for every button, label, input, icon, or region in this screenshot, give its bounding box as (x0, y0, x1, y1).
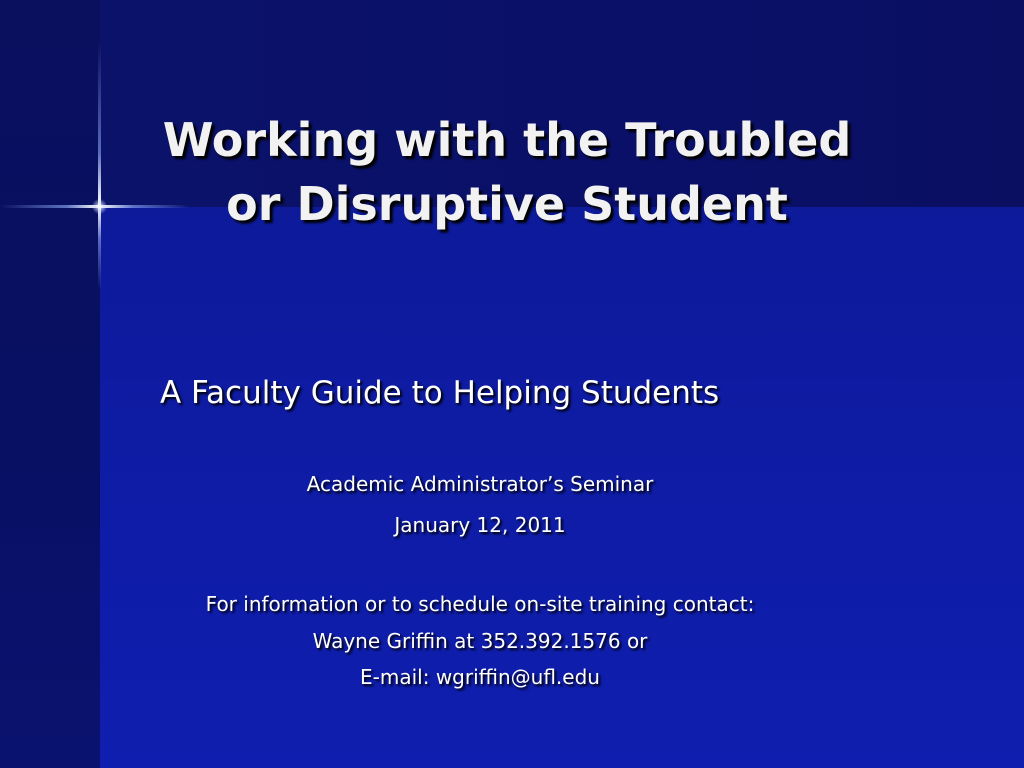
contact-phone: Wayne Griffin at 352.392.1576 or (312, 629, 648, 653)
event-date: January 12, 2011 (394, 513, 566, 537)
slide-subtitle: A Faculty Guide to Helping Students (160, 375, 720, 411)
slide-title-line-1: Working with the Troubled (162, 113, 852, 167)
background-left-panel (0, 0, 100, 768)
slide-title (100, 108, 914, 236)
contact-email: E-mail: wgriffin@ufl.edu (360, 665, 600, 689)
slide-title-line-2: or Disruptive Student (226, 177, 788, 231)
contact-intro: For information or to schedule on-site training contact: (205, 592, 755, 616)
event-name: Academic Administrator’s Seminar (306, 472, 654, 496)
